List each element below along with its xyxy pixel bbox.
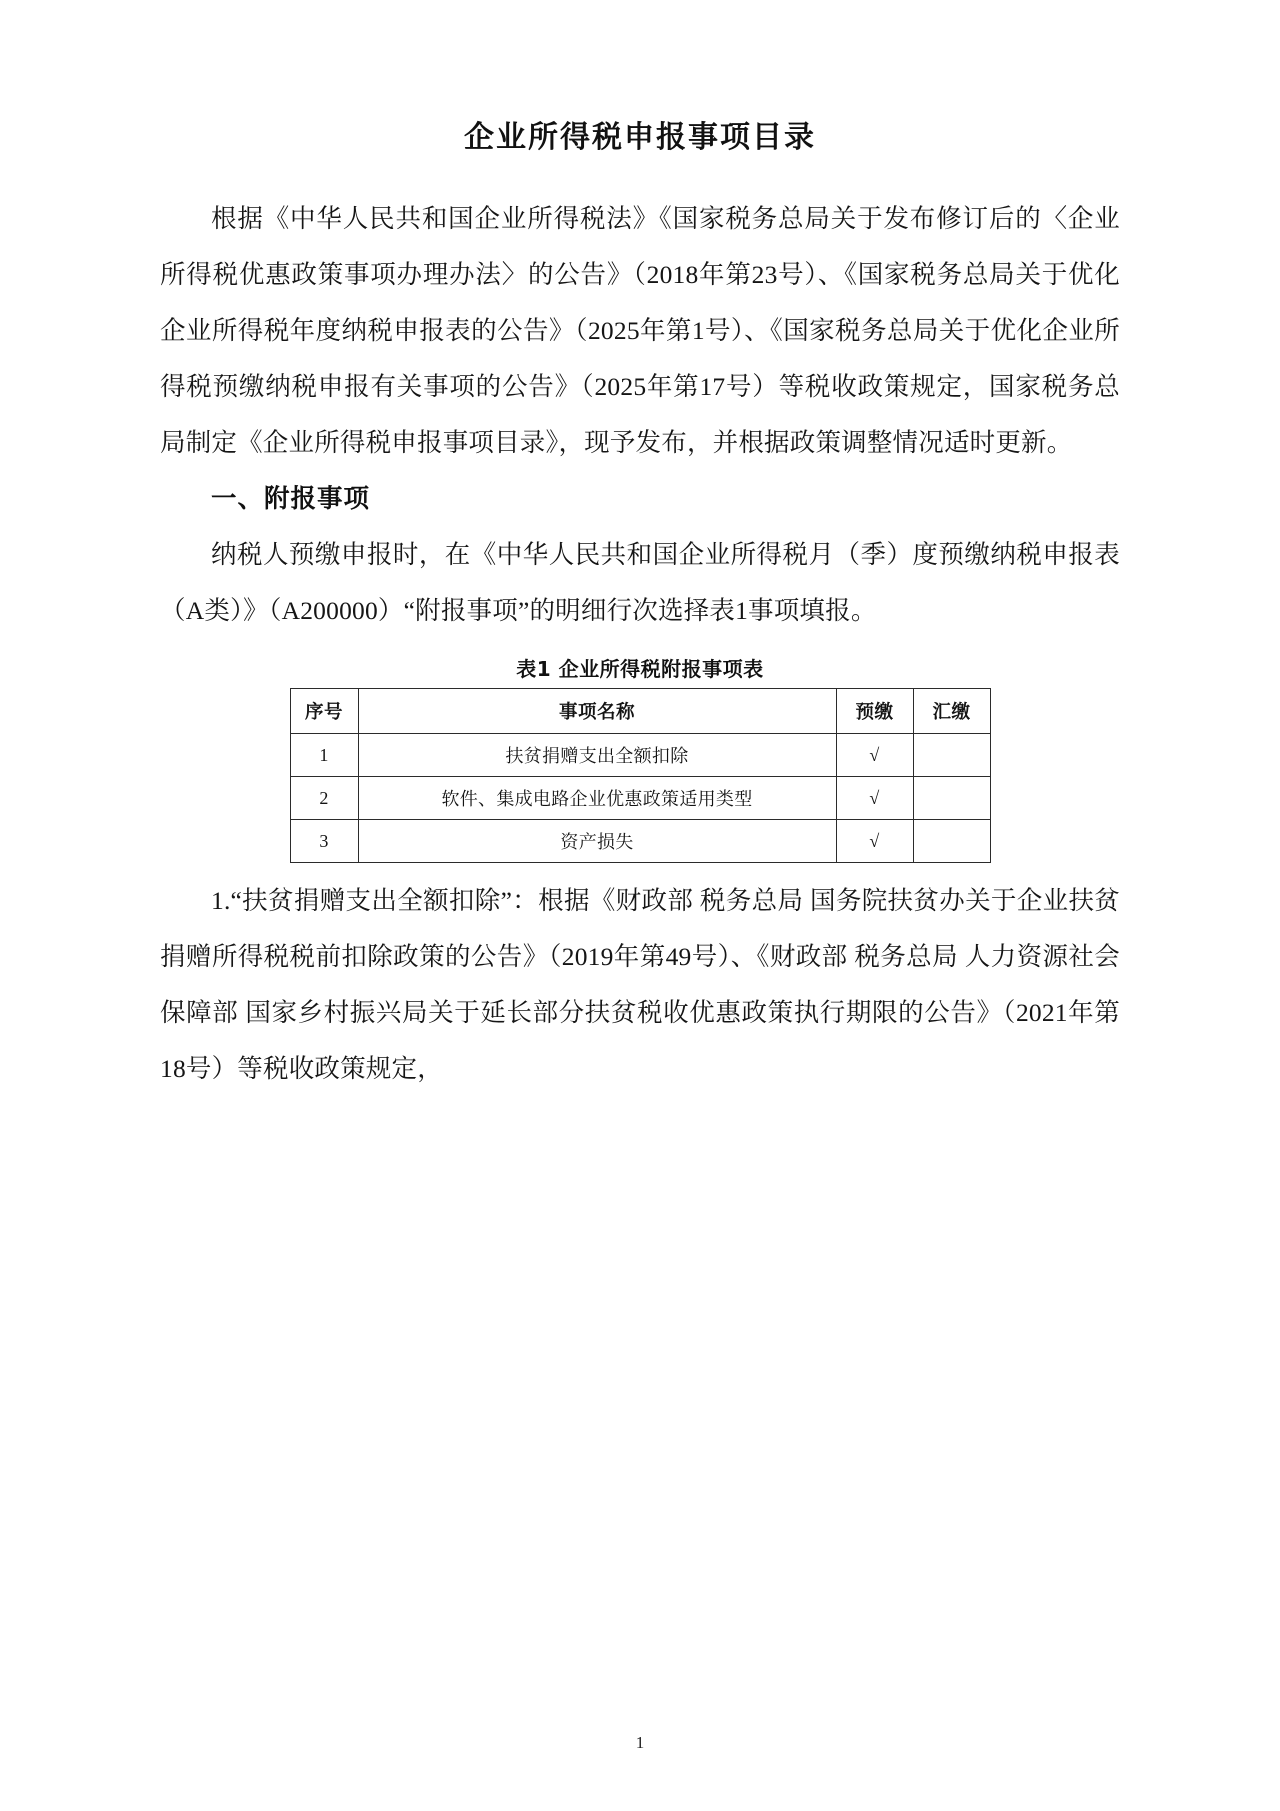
cell-settle-mark [913,777,990,820]
cell-item-name: 软件、集成电路企业优惠政策适用类型 [358,777,836,820]
table-header-row [290,689,990,734]
column-header-no: 序号 [290,689,358,734]
cell-no: 1 [290,734,358,777]
cell-settle-mark [913,734,990,777]
cell-prepay-mark: √ [836,777,913,820]
page-title: 企业所得税申报事项目录 [464,120,816,155]
cell-item-name: 资产损失 [358,820,836,863]
cell-prepay-mark: √ [836,820,913,863]
item-one-paragraph: 1.“扶贫捐赠支出全额扣除”：根据《财政部 税务总局 国务院扶贫办关于企业扶贫捐赠所得税税前扣除政策的公告》（2019年第49号）、《财政部 税务总局 人力资源社会保障部 国家乡村振兴局关于延长部分扶贫税收优惠政策执行期限的公告》（2021年第18号）等税收政策规定， [160,886,1120,1083]
column-header-prepay: 预缴 [836,689,913,734]
cell-prepay-mark: √ [836,734,913,777]
cell-item-name: 扶贫捐赠支出全额扣除 [358,734,836,777]
column-header-name: 事项名称 [358,689,836,734]
table1-filing-items [290,688,991,863]
table-row [290,820,990,863]
section-heading-one: 一、附报事项 [211,484,371,514]
intro-paragraph: 根据《中华人民共和国企业所得税法》《国家税务总局关于发布修订后的〈企业所得税优惠政策事项办理办法〉的公告》（2018年第23号）、《国家税务总局关于优化企业所得税年度纳税申报表的公告》（2025年第1号）、《国家税务总局关于优化企业所得税预缴纳税申报有关事项的公告》（2025年第17号）等税收政策规定，国家税务总局制定《企业所得税申报事项目录》，现予发布，并根据政策调整情况适时更新。 [160,204,1120,457]
section-one-lead-paragraph: 纳税人预缴申报时，在《中华人民共和国企业所得税月（季）度预缴纳税申报表（A类）》（A200000）“附报事项”的明细行次选择表1事项填报。 [160,540,1120,625]
page-number: 1 [635,1733,645,1752]
cell-settle-mark [913,820,990,863]
cell-no: 2 [290,777,358,820]
column-header-settle: 汇缴 [913,689,990,734]
table-row [290,734,990,777]
table-row [290,777,990,820]
cell-no: 3 [290,820,358,863]
table1-caption: 表1 企业所得税附报事项表 [516,657,764,681]
